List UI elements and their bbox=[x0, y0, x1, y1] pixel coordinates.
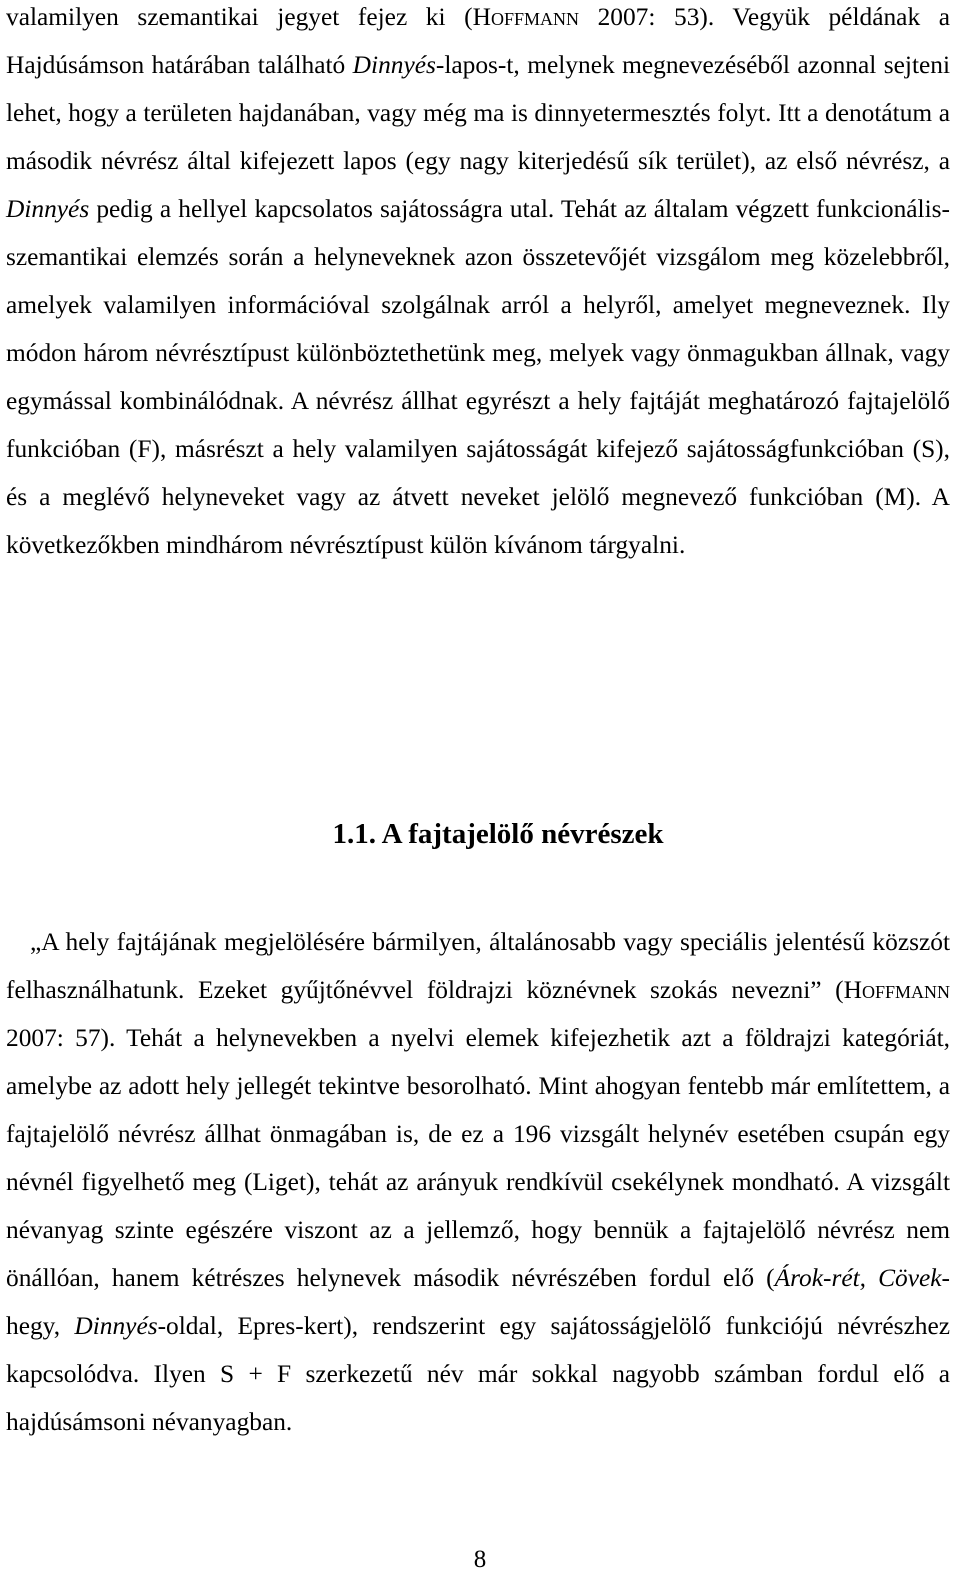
text-run: 2007: 57). Tehát a helynevekben a nyelvi elemek kifejezhetik azt a földrajzi kategóriát, amelybe az adott hely jellegét tekintve besorolható. Mint ahogyan fentebb már említettem, a fajtajelölő névrész állhat önmagában is, de ez a 196 vizsgált helynév esetében csupán egy névnél figyelhető meg (Liget), tehát az arányuk rendkívül csekélynek mondható. A vizsgált névanyag szinte egészére viszont az a jellemző, hogy bennük a fajtajelölő névrész nem önállóan, hanem kétrészes helynevek második névrészében fordul elő ( bbox=[6, 1024, 950, 1292]
place-name-italic: Dinnyés bbox=[352, 51, 436, 79]
section-heading: 1.1. A fajtajelölő névrészek bbox=[332, 818, 664, 850]
author-name: Hoffmann bbox=[843, 976, 950, 1004]
author-name: Hoffmann bbox=[472, 3, 579, 31]
text-run: -oldal, Epres-kert), rendszerint egy sajátosságjelölő funkciójú névrészhez kapcsolódva. Ilyen S + F szerkezetű név már sokkal nagyobb számban fordul elő a hajdúsámsoni névanyagban. bbox=[6, 1312, 950, 1436]
place-name-italic: Dinnyés bbox=[74, 1312, 158, 1340]
text-run: pedig a hellyel kapcsolatos sajátosságra utal. Tehát az általam végzett funkcionális-szemantikai elemzés során a helyneveknek azon összetevőjét vizsgálom meg közelebbről, amelyek valamilyen információval szolgálnak arról a helyről, amelyet megneveznek. Ily módon három névrésztípust különböztethetünk meg, melyek vagy önmagukban állnak, vagy egymással kombinálódnak. A névrész állhat egyrészt a hely fajtáját meghatározó fajtajelölő funkcióban (F), másrészt a hely valamilyen sajátosságát kifejező sajátosságfunkcióban (S), és a meglévő helyneveket vagy az átvett neveket jelölő megnevező funkcióban (M). A következőkben mindhárom névrésztípust külön kívánom tárgyalni. bbox=[6, 195, 950, 559]
text-run: -lapos-t, melynek megnevezéséből azonnal sejteni lehet, hogy a területen hajdanában, vagy még ma is dinnyetermesztés folyt. Itt a denotátum a második névrész által kifejezett lapos (egy nagy kiterjedésű sík terület), az első névrész, a bbox=[6, 51, 951, 175]
quoted-text: „A hely fajtájának megjelölésére bármilyen, általánosabb vagy speciális jelentésű közszót felhasználhatunk. Ezeket gyűjtőnévvel földrajzi köznévnek szokás nevezni” ( bbox=[6, 928, 950, 1004]
body-paragraph bbox=[6, 0, 950, 569]
text-run: valamilyen szemantikai jegyet fejez ki ( bbox=[6, 3, 473, 31]
text-run: -hegy, bbox=[6, 1264, 950, 1340]
place-name-italic: Dinnyés bbox=[6, 195, 90, 223]
text-run: 2007: 53). Vegyük példának a Hajdúsámson határában található bbox=[6, 3, 950, 79]
body-paragraph bbox=[6, 918, 950, 1446]
page-number: 8 bbox=[473, 1546, 487, 1573]
place-name-italic: Árok-rét, Cövek bbox=[774, 1264, 942, 1292]
